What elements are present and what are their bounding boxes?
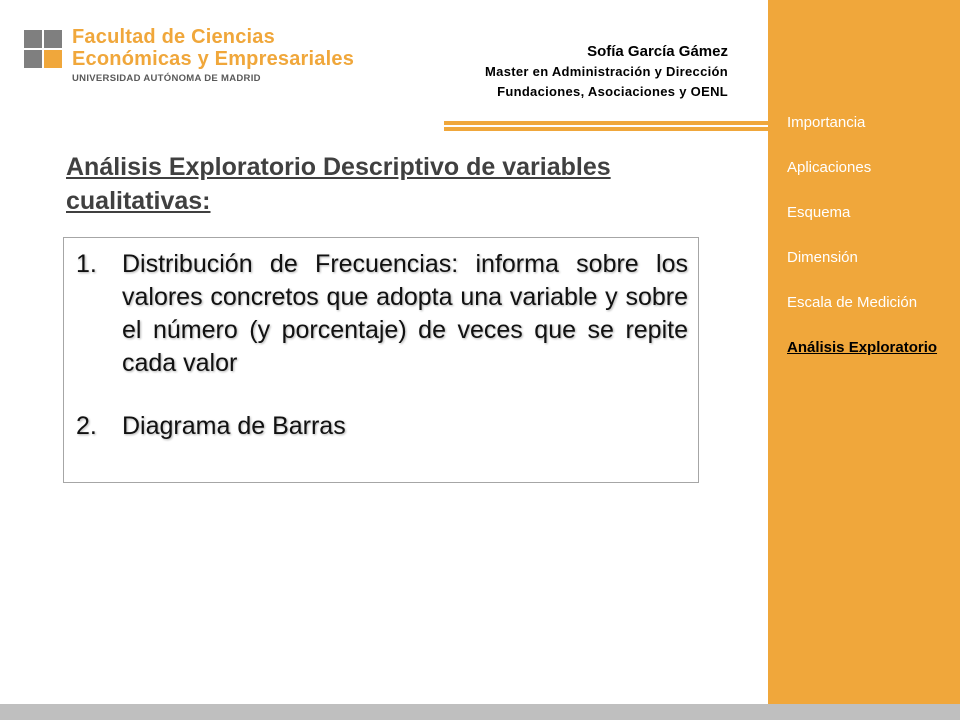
sidebar-item-esquema[interactable]: Esquema bbox=[787, 204, 851, 221]
list-item-number: 1. bbox=[76, 250, 97, 278]
list-item-number: 2. bbox=[76, 412, 97, 440]
logo-line-3: UNIVERSIDAD AUTÓNOMA DE MADRID bbox=[72, 73, 261, 84]
sidebar-item-escala-medicion[interactable]: Escala de Medición bbox=[787, 294, 918, 311]
logo-line-1: Facultad de Ciencias bbox=[72, 26, 275, 48]
list-item-text: Distribución de Frecuencias: informa sobre los valores concretos que adopta una variable y sobre el número (y porcentaje) de veces que se repite cada valor bbox=[122, 250, 688, 377]
logo-text bbox=[72, 26, 354, 86]
list-item bbox=[76, 248, 688, 380]
sidebar-nav bbox=[787, 113, 937, 383]
sidebar-item-aplicaciones[interactable]: Aplicaciones bbox=[787, 159, 872, 176]
slide-title: Análisis Exploratorio Descriptivo de variables cualitativas: bbox=[66, 153, 611, 215]
sidebar-item-dimension[interactable]: Dimensión bbox=[787, 249, 858, 266]
logo-squares-icon bbox=[24, 30, 64, 70]
header-divider bbox=[444, 121, 768, 131]
sidebar-item-analisis-exploratorio[interactable]: Análisis Exploratorio bbox=[787, 339, 938, 356]
list-item bbox=[76, 410, 688, 443]
author-block bbox=[485, 42, 728, 102]
logo-line-2: Económicas y Empresariales bbox=[72, 48, 355, 70]
content-list bbox=[76, 248, 688, 443]
bottom-strip bbox=[0, 704, 960, 720]
content-box bbox=[63, 237, 699, 483]
program-line-1: Master en Administración y Dirección bbox=[485, 64, 728, 79]
sidebar-item-importancia[interactable]: Importancia bbox=[787, 114, 866, 131]
list-item-text: Diagrama de Barras bbox=[122, 412, 346, 440]
author-name: Sofía García Gámez bbox=[587, 43, 728, 60]
program-line-2: Fundaciones, Asociaciones y OENL bbox=[497, 84, 728, 99]
